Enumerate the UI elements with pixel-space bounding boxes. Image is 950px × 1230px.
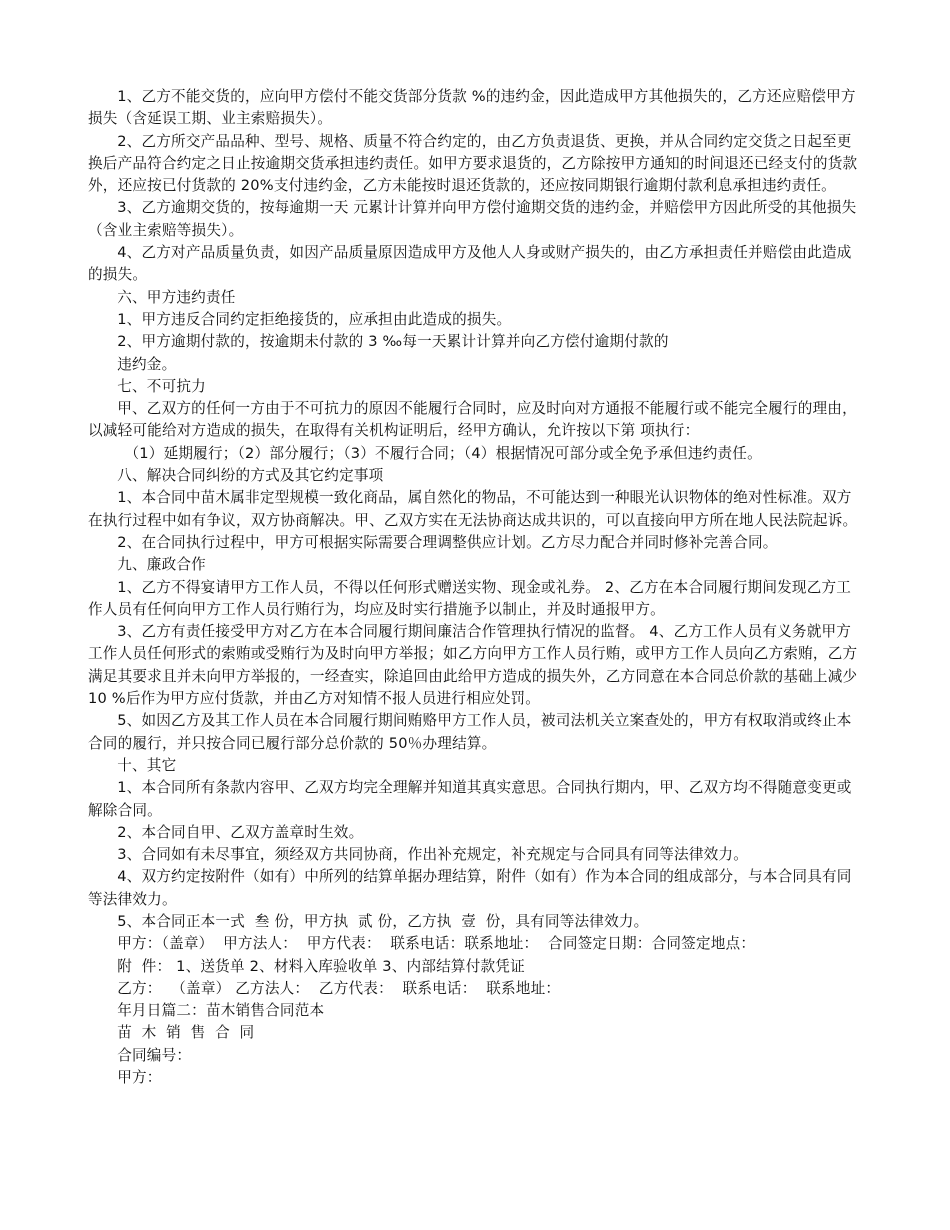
clause-supply-plan-adjustment: 2、在合同执行过程中，甲方可根据实际需要合理调整供应计划。乙方尽力配合并同时修补完善合同。 [117,533,778,551]
section-heading-other: 十、其它 [117,756,177,774]
attachments-list: 附 件： 1、送货单 2、材料入库验收单 3、内部结算付款凭证 [117,957,525,975]
clause-no-gifts: 1、乙方不得宴请甲方工作人员，不得以任何形式赠送实物、现金或礼券。 2、乙方在本合同履行期间发现乙方工作人员有任何向甲方工作人员行贿行为，均应及时实行措施予以制止，并及时通报甲方。 [88,578,852,618]
section-heading-integrity: 九、廉政合作 [117,556,206,574]
clause-nonstandard-goods: 1、本合同中苗木属非定型规模一致化商品，属自然化的物品，不可能达到一种眼光认识物体的绝对性标准。双方在执行过程中如有争议，双方协商解决。甲、乙双方实在无法协商达成共识的，可以直接向甲方所在地人民法院起诉。 [88,489,858,529]
section-heading-force-majeure: 七、不可抗力 [117,377,206,395]
clause-bribery-termination: 5、如因乙方及其工作人员在本合同履行期间贿赂甲方工作人员，被司法机关立案查处的，甲方有权取消或终止本合同的履行，并只按合同已履行部分总价款的 50％办理结算。 [88,712,852,752]
clause-quality-liability: 4、乙方对产品质量负责，如因产品质量原因造成甲方及他人人身或财产损失的，由乙方承担责任并赔偿由此造成的损失。 [88,244,852,284]
clause-refuse-acceptance: 1、甲方违反合同约定拒绝接货的，应承担由此造成的损失。 [117,310,512,328]
clause-integrity-supervision: 3、乙方有责任接受甲方对乙方在本合同履行期间廉洁合作管理执行情况的监督。 4、乙方工作人员有义务就甲方工作人员任何形式的索贿或受贿行为及时向甲方举报；如乙方向甲方工作人员行贿，或甲方工作人员向乙方索贿，乙方满足其要求且并未向甲方举报的，一经查实，除追回由此给甲方造成的损失外，乙方同意在本合同总价款的基础上减少 10 %后作为甲方应付货款，并由乙方对知情不报人员进行相应处罚。 [88,623,863,708]
clause-nonconforming-products: 2、乙方所交产品品种、型号、规格、质量不符合约定的，由乙方负责退货、更换，并从合同约定交货之日起至更换后产品符合约定之日止按逾期交货承担违约责任。如甲方要求退货的，乙方除按甲方通知的时间退还已经支付的货款外，还应按已付货款的 20%支付违约金，乙方未能按时退还货款的，还应按同期银行逾期付款利息承担违约责任。 [88,132,858,195]
clause-supplementary-terms: 3、合同如有未尽事宜，须经双方共同协商，作出补充规定，补充规定与合同具有同等法律效力。 [117,846,749,864]
second-document-title: 苗 木 销 售 合 同 [117,1024,255,1042]
contract-document [88,86,863,1089]
signature-party-a: 甲方：（盖章） 甲方法人： 甲方代表： 联系电话：联系地址： 合同签定日期：合同签定地点： [117,935,756,953]
clause-overdue-delivery: 3、乙方逾期交货的，按每逾期一天 元累计计算并向甲方偿付逾期交货的违约金，并赔偿甲方因此所受的其他损失（含业主索赔等损失）。 [88,199,857,239]
clause-overdue-payment-continued: 违约金。 [117,355,177,373]
clause-force-majeure-options: （1）延期履行；（2）部分履行；（3）不履行合同；（4）根据情况可部分或全免予承但违约责任。 [124,444,762,462]
clause-force-majeure: 甲、乙双方的任何一方由于不可抗力的原因不能履行合同时，应及时向对方通报不能履行或不能完全履行的理由，以减轻可能给对方造成的损失，在取得有关机构证明后，经甲方确认，允许按以下第 项执行： [88,400,857,440]
clause-effective-on-seal: 2、本合同自甲、乙双方盖章时生效。 [117,823,364,841]
second-document-heading: 年月日篇二：苗木销售合同范本 [117,1002,325,1020]
clause-attachments: 4、双方约定按附件（如有）中所列的结算单据办理结算，附件（如有）作为本合同的组成部分，与本合同具有同等法律效力。 [88,868,852,908]
section-heading-party-a-breach: 六、甲方违约责任 [117,288,236,306]
clause-full-understanding: 1、本合同所有条款内容甲、乙双方均完全理解并知道其真实意思。合同执行期内，甲、乙双方均不得随意变更或解除合同。 [88,779,852,819]
clause-copies: 5、本合同正本一式 叁 份，甲方执 贰 份，乙方执 壹 份，具有同等法律效力。 [117,912,649,930]
clause-late-delivery-penalty: 1、乙方不能交货的，应向甲方偿付不能交货部分货款 %的违约金，因此造成甲方其他损失的，乙方还应赔偿甲方损失（含延误工期、业主索赔损失）。 [88,88,856,128]
clause-overdue-payment: 2、甲方逾期付款的，按逾期未付款的 3 ‰每一天累计计算并向乙方偿付逾期付款的 [117,333,669,351]
contract-number-field: 合同编号： [117,1046,192,1064]
party-a-field: 甲方： [117,1069,162,1087]
signature-party-b: 乙方： （盖章） 乙方法人： 乙方代表： 联系电话： 联系地址： [117,979,561,997]
section-heading-dispute-resolution: 八、解决合同纠纷的方式及其它约定事项 [117,467,384,485]
